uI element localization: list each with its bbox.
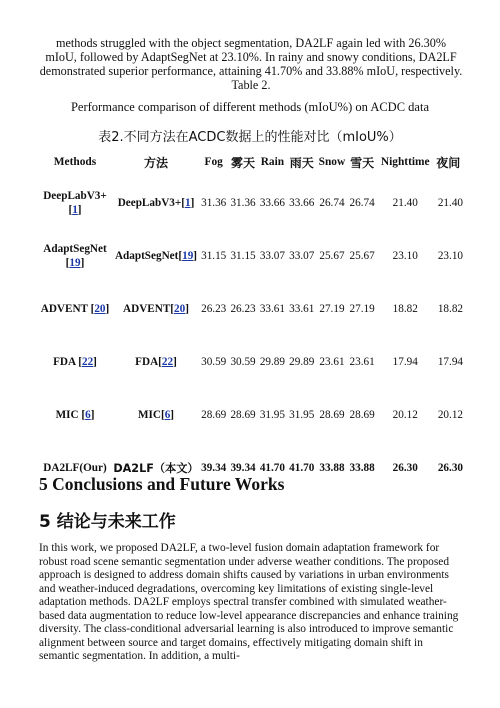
value-night: 26.30 [392, 461, 418, 474]
header-nighttime-zh: 夜间 [436, 155, 461, 170]
method-name: DeepLabV3+ [43, 189, 107, 202]
results-table [37, 148, 463, 494]
citation-link[interactable]: 19 [69, 256, 81, 269]
table-caption-zh: 表2.不同方法在ACDC数据上的性能对比（mIoU%） [98, 130, 402, 145]
value-night: 23.10 [392, 249, 418, 262]
value-snow: 26.74 [319, 196, 345, 209]
value-rain-zh: 33.66 [289, 196, 315, 209]
value-rain-zh: 33.61 [289, 302, 315, 315]
header-snow-zh: 雪天 [350, 155, 375, 170]
method-name-cell: AdaptSegNet [19] [43, 242, 107, 269]
value-fog: 26.23 [201, 302, 227, 315]
section-heading-zh: 5 结论与未来工作 [39, 512, 176, 532]
value-night: 20.12 [392, 408, 418, 421]
value-rain-zh: 31.95 [289, 408, 315, 421]
value-fog-zh: 31.36 [230, 196, 256, 209]
value-fog-zh: 30.59 [230, 355, 256, 368]
method-name-cell: FDA [22] [53, 355, 97, 368]
citation-link[interactable]: 20 [94, 302, 106, 315]
value-night: 17.94 [392, 355, 418, 368]
value-snow: 25.67 [319, 249, 345, 262]
method-name: FDA [53, 355, 76, 368]
value-night: 21.40 [392, 196, 418, 209]
value-snow: 23.61 [319, 355, 345, 368]
method-name-zh-cell: FDA[22] [135, 355, 177, 368]
value-rain: 31.95 [259, 408, 285, 421]
method-name-zh-cell: AdaptSegNet[19] [114, 249, 198, 262]
value-fog-zh: 28.69 [230, 408, 256, 421]
value-night-zh: 21.40 [437, 196, 463, 209]
value-night-zh: 17.94 [437, 355, 463, 368]
value-night: 18.82 [392, 302, 418, 315]
method-name: DA2LF(Our) [43, 461, 107, 474]
value-rain-zh: 29.89 [289, 355, 315, 368]
method-name-cell: ADVENT [20] [40, 302, 110, 315]
citation-link[interactable]: 6 [164, 408, 171, 421]
header-methods: Methods [53, 156, 97, 168]
citation-link[interactable]: 1 [184, 196, 191, 209]
method-name-cell: DeepLabV3+ [1] [43, 189, 107, 216]
table-row [37, 282, 463, 335]
method-name-zh-cell: ADVENT[20] [123, 302, 189, 315]
value-fog: 28.69 [201, 408, 227, 421]
method-name: AdaptSegNet [43, 242, 107, 255]
header-methods-zh: 方法 [143, 155, 168, 170]
table-row [37, 335, 463, 388]
method-name: MIC [55, 408, 79, 421]
value-rain-zh: 41.70 [289, 461, 315, 474]
table-body [37, 176, 463, 494]
citation-link[interactable]: 20 [174, 302, 186, 315]
method-name-cell: MIC [6] [55, 408, 95, 421]
citation-link[interactable]: 22 [81, 355, 94, 368]
table-row [37, 229, 463, 282]
method-name-zh-cell: DeepLabV3+[1] [117, 196, 195, 209]
value-rain: 33.07 [259, 249, 285, 262]
value-snow: 28.69 [319, 408, 345, 421]
table-row [37, 388, 463, 441]
header-fog-zh: 雾天 [231, 155, 256, 170]
value-snow-zh: 25.67 [349, 249, 375, 262]
method-name-zh: MIC [137, 408, 161, 421]
method-name: ADVENT [40, 302, 88, 315]
header-rain: Rain [260, 156, 285, 168]
table-caption-en: Performance comparison of different methods (mIoU%) on ACDC data [70, 100, 429, 114]
value-rain: 41.70 [259, 461, 285, 474]
method-name-zh: FDA [135, 355, 159, 368]
citation-link[interactable]: 1 [72, 203, 78, 216]
method-name-zh: ADVENT [123, 302, 171, 315]
table-row [37, 176, 463, 229]
value-rain: 33.66 [259, 196, 285, 209]
value-fog-zh: 26.23 [230, 302, 256, 315]
table-header-row [37, 148, 463, 176]
value-fog: 31.36 [201, 196, 227, 209]
intro-paragraph: methods struggled with the object segmentation, DA2LF again led with 26.30% mIoU, followed by AdaptSegNet at 23.10%. In rainy and snowy conditions, DA2LF demonstrated superior performance, attaining 41.70% and 33.88% mIoU, respectively. Table 2. [39, 36, 463, 92]
value-rain: 33.61 [259, 302, 285, 315]
value-snow-zh: 28.69 [349, 408, 375, 421]
value-fog: 31.15 [201, 249, 227, 262]
header-fog: Fog [204, 156, 223, 168]
value-fog-zh: 39.34 [230, 461, 256, 474]
value-snow-zh: 26.74 [349, 196, 375, 209]
section-heading-en: 5 Conclusions and Future Works [39, 474, 285, 494]
value-night-zh: 20.12 [437, 408, 463, 421]
header-rain-zh: 雨天 [289, 155, 314, 170]
value-fog: 39.34 [201, 461, 227, 474]
method-name-zh: DeepLabV3+ [117, 196, 182, 209]
method-name-zh: AdaptSegNet [114, 249, 179, 262]
value-night-zh: 23.10 [437, 249, 463, 262]
value-night-zh: 26.30 [437, 461, 463, 474]
method-name-zh: DA2LF（本文） [113, 461, 199, 475]
value-night-zh: 18.82 [437, 302, 463, 315]
value-snow: 33.88 [319, 461, 345, 474]
header-snow: Snow [318, 156, 346, 168]
citation-link[interactable]: 19 [182, 249, 194, 262]
value-fog-zh: 31.15 [230, 249, 256, 262]
citation-link[interactable]: 22 [161, 355, 174, 368]
citation-link[interactable]: 6 [85, 408, 91, 421]
conclusion-paragraph: In this work, we proposed DA2LF, a two-level fusion domain adaptation framework for robust road scene semantic segmentation under adverse weather conditions. The proposed approach is designed to address domain shifts caused by variations in urban environments and weather-induced degradations, overcoming key limitations of existing single-level adaptation methods. DA2LF employs spectral transfer combined with simulated weather-based data augmentation to reduce low-level appearance discrepancies and enhance training diversity. The class-conditional adversarial learning is also introduced to improve semantic alignment between source and target domains, effectively mitigating domain shift in semantic segmentation. In addition, a multi- [39, 542, 459, 662]
value-fog: 30.59 [201, 355, 227, 368]
header-nighttime: Nighttime [380, 156, 430, 168]
value-rain-zh: 33.07 [289, 249, 315, 262]
value-snow-zh: 23.61 [349, 355, 375, 368]
value-snow-zh: 27.19 [349, 302, 375, 315]
method-name-zh-cell: MIC[6] [137, 408, 175, 421]
value-snow-zh: 33.88 [349, 461, 375, 474]
value-snow: 27.19 [319, 302, 345, 315]
value-rain: 29.89 [259, 355, 285, 368]
